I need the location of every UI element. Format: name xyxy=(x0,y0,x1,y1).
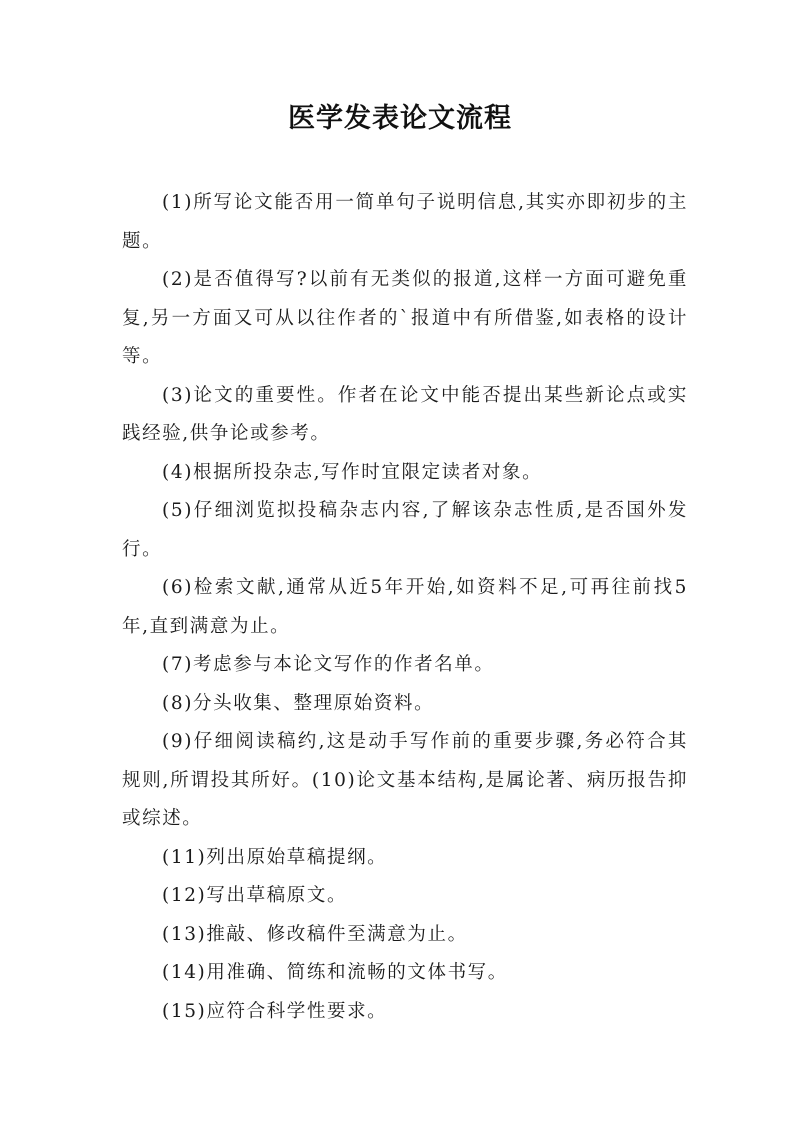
document-title: 医学发表论文流程 xyxy=(288,103,512,134)
paragraph-5: (5)仔细浏览拟投稿杂志内容,了解该杂志性质,是否国外发行。 xyxy=(122,500,688,560)
document-body xyxy=(122,184,688,1031)
paragraph-7: (7)考虑参与本论文写作的作者名单。 xyxy=(162,654,495,675)
paragraph-15: (15)应符合科学性要求。 xyxy=(162,1000,388,1022)
paragraph-6: (6)检索文献,通常从近5年开始,如资料不足,可再往前找5年,直到满意为止。 xyxy=(122,577,688,637)
paragraph-11: (11)列出原始草稿提纲。 xyxy=(162,846,388,868)
paragraph-14: (14)用准确、简练和流畅的文体书写。 xyxy=(162,962,508,983)
paragraph-8: (8)分头收集、整理原始资料。 xyxy=(162,692,435,714)
paragraph-13: (13)推敲、修改稿件至满意为止。 xyxy=(162,923,468,945)
paragraph-1: (1)所写论文能否用一简单句子说明信息,其实亦即初步的主题。 xyxy=(122,192,688,252)
paragraph-12: (12)写出草稿原文。 xyxy=(162,885,348,906)
paragraph-9: (9)仔细阅读稿约,这是动手写作前的重要步骤,务必符合其规则,所谓投其所好。(10)论文基本结构,是属论著、病历报告抑或综述。 xyxy=(122,731,688,829)
paragraph-4: (4)根据所投杂志,写作时宜限定读者对象。 xyxy=(162,461,543,483)
paragraph-2: (2)是否值得写?以前有无类似的报道,这样一方面可避免重复,另一方面又可从以往作者的`报道中有所借鉴,如表格的设计等。 xyxy=(122,269,688,367)
paragraph-3: (3)论文的重要性。作者在论文中能否提出某些新论点或实践经验,供争论或参考。 xyxy=(122,384,688,444)
